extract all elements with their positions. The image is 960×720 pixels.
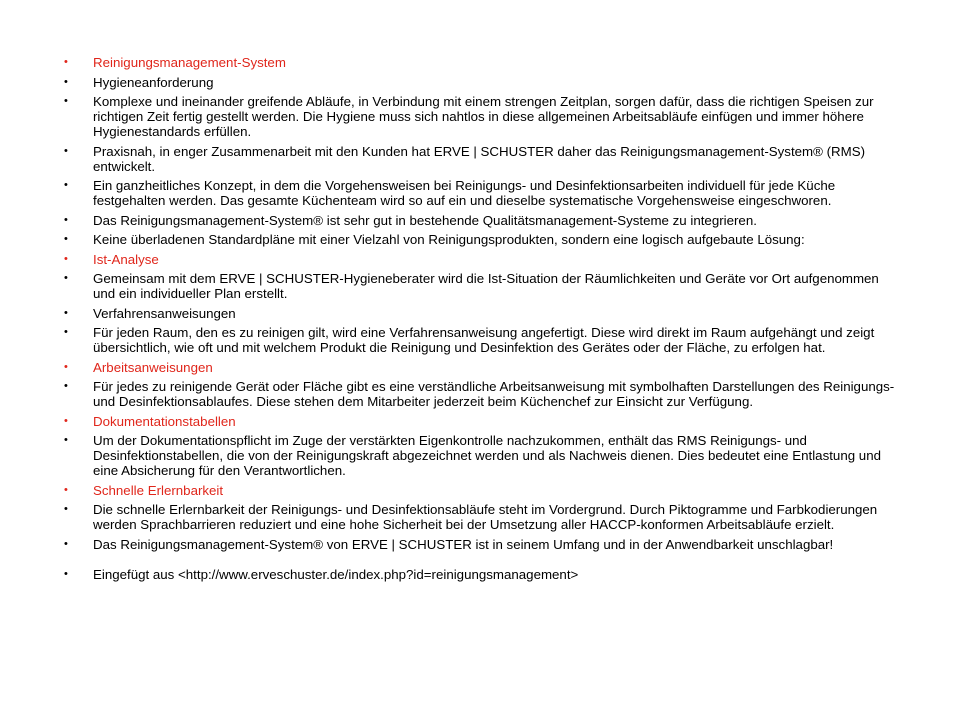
bullet-item xyxy=(64,433,904,478)
bullet-dot-icon: • xyxy=(64,233,68,245)
bullet-heading xyxy=(64,252,904,267)
bullet-text: Komplexe und ineinander greifende Abläufe, in Verbindung mit einem strengen Zeitplan, sorgen dafür, dass die richtigen Speisen zur richtigen Zeit fertig gestellt werden. Die Hygiene muss sich nahtlos in diese allgemeinen Arbeitsabläufe einfügen und immer höhere Hygienestandards erfüllen. xyxy=(93,94,874,139)
bullet-text: Gemeinsam mit dem ERVE | SCHUSTER-Hygieneberater wird die Ist-Situation der Räumlichkeiten und Geräte vor Ort aufgenommen und ein individueller Plan erstellt. xyxy=(93,271,879,301)
bullet-list xyxy=(64,55,904,586)
bullet-dot-icon: • xyxy=(64,272,68,284)
section-heading-text: Ist-Analyse xyxy=(93,251,159,267)
bullet-item xyxy=(64,567,904,582)
bullet-dot-icon: • xyxy=(64,213,68,226)
bullet-dot-icon: • xyxy=(64,483,68,496)
bullet-dot-icon: • xyxy=(64,380,68,392)
bullet-dot-icon: • xyxy=(64,503,68,515)
bullet-item xyxy=(64,306,904,321)
bullet-dot-icon: • xyxy=(64,414,68,427)
bullet-text: Das Reinigungsmanagement-System® ist sehr gut in bestehende Qualitätsmanagement-Systeme zu integrieren. xyxy=(93,212,757,228)
section-heading-text: Dokumentationstabellen xyxy=(93,413,236,429)
section-heading-text: Schnelle Erlernbarkeit xyxy=(93,482,224,498)
bullet-text: Das Reinigungsmanagement-System® von ERVE | SCHUSTER ist in seinem Umfang und in der Anwendbarkeit unschlagbar! xyxy=(93,536,834,552)
bullet-item xyxy=(64,144,904,174)
bullet-dot-icon: • xyxy=(64,179,68,191)
bullet-dot-icon: • xyxy=(64,144,68,157)
bullet-dot-icon: • xyxy=(64,326,68,338)
bullet-item xyxy=(64,75,904,90)
bullet-dot-icon: • xyxy=(64,95,68,107)
bullet-dot-icon: • xyxy=(64,434,68,446)
bullet-item xyxy=(64,213,904,228)
bullet-dot-icon: • xyxy=(64,252,68,265)
bullet-heading xyxy=(64,360,904,375)
bullet-text: Für jeden Raum, den es zu reinigen gilt, wird eine Verfahrensanweisung angefertigt. Diese wird direkt im Raum aufgehängt und zeigt übersichtlich, wie oft und mit welchem Produkt die Reinigung und Desinfektion des Gerätes oder der Fläche, zu erfolgen hat. xyxy=(93,325,875,355)
bullet-dot-icon: • xyxy=(64,306,68,319)
bullet-text: Ein ganzheitliches Konzept, in dem die Vorgehensweisen bei Reinigungs- und Desinfektionsarbeiten individuell für jede Küche festgehalten werden. Das gesamte Küchenteam wird so auf ein und dieselbe systematische Vorgehensweise eingeschworen. xyxy=(93,178,836,208)
bullet-text: Verfahrensanweisungen xyxy=(93,305,236,321)
bullet-text: Eingefügt aus <http://www.erveschuster.de/index.php?id=reinigungsmanagement> xyxy=(93,566,579,582)
bullet-heading xyxy=(64,55,904,70)
bullet-heading xyxy=(64,483,904,498)
bullet-dot-icon: • xyxy=(64,537,68,550)
bullet-dot-icon: • xyxy=(64,360,68,373)
bullet-item xyxy=(64,537,904,552)
bullet-item xyxy=(64,178,904,208)
bullet-item xyxy=(64,271,904,301)
bullet-dot-icon: • xyxy=(64,75,68,88)
bullet-dot-icon: • xyxy=(64,567,68,580)
bullet-text: Für jedes zu reinigende Gerät oder Fläche gibt es eine verständliche Arbeitsanweisung mit symbolhaften Darstellungen des Reinigungs- und Desinfektionsablaufes. Diese stehen dem Mitarbeiter jederzeit beim Küchenchef zur Einsicht zur Verfügung. xyxy=(93,379,895,409)
bullet-text: Um der Dokumentationspflicht im Zuge der verstärkten Eigenkontrolle nachzukommen, enthält das RMS Reinigungs- und Desinfektionstabellen, die von der Reinigungskraft abgezeichnet werden und als Nachweis dienen. Dies bedeutet eine Entlastung und eine Absicherung für den Verantwortlichen. xyxy=(93,433,881,478)
bullet-dot-icon: • xyxy=(64,56,68,68)
bullet-item xyxy=(64,325,904,355)
bullet-item xyxy=(64,379,904,409)
bullet-text: Praxisnah, in enger Zusammenarbeit mit den Kunden hat ERVE | SCHUSTER daher das Reinigungsmanagement-System® (RMS) entwickelt. xyxy=(93,143,866,174)
bullet-item xyxy=(64,232,904,247)
bullet-text: Keine überladenen Standardpläne mit einer Vielzahl von Reinigungsprodukten, sondern eine logisch aufgebaute Lösung: xyxy=(93,232,805,247)
bullet-item xyxy=(64,94,904,139)
section-heading-text: Reinigungsmanagement-System xyxy=(93,55,286,70)
bullet-item xyxy=(64,502,904,532)
bullet-heading xyxy=(64,414,904,429)
bullet-text: Die schnelle Erlernbarkeit der Reinigungs- und Desinfektionsabläufe steht im Vordergrund. Durch Piktogramme und Farbkodierungen werden Sprachbarrieren reduziert und eine hohe Sicherheit bei der Umsetzung aller HACCP-konformen Arbeitsabläufe erzielt. xyxy=(93,502,878,532)
section-heading-text: Arbeitsanweisungen xyxy=(93,359,213,375)
bullet-text: Hygieneanforderung xyxy=(93,74,214,90)
